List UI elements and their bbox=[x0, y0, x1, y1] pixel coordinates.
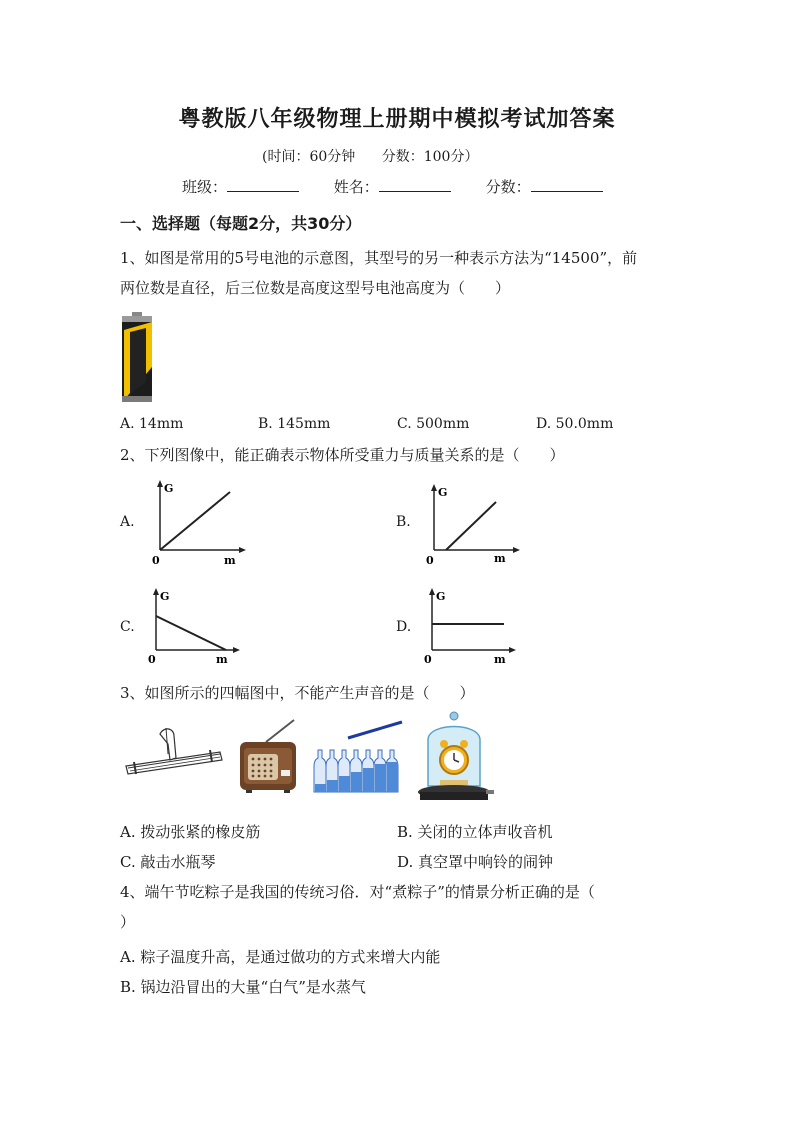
graph-d-m: m bbox=[494, 653, 506, 666]
q2-label-a[interactable]: A. bbox=[120, 514, 135, 530]
q4-option-a[interactable]: A. 粽子温度升高，是通过做功的方式来增大内能 bbox=[120, 948, 441, 966]
q4-line-2: ） bbox=[120, 913, 136, 931]
question-3-text: 3、如图所示的四幅图中，不能产生声音的是（ ） bbox=[120, 684, 475, 702]
q3-option-c[interactable]: C. 敲击水瓶琴 bbox=[120, 853, 216, 871]
student-info bbox=[182, 176, 633, 197]
water-bottles-image bbox=[312, 718, 404, 798]
q1-option-d[interactable]: D. 50.0mm bbox=[536, 416, 614, 432]
exam-subtitle bbox=[262, 146, 500, 166]
graph-b bbox=[424, 482, 524, 568]
graph-a-m: m bbox=[224, 554, 236, 567]
radio-image bbox=[236, 718, 300, 794]
graph-b-line bbox=[446, 502, 496, 550]
q3-option-a[interactable]: A. 拨动张紧的橡皮筋 bbox=[120, 823, 261, 841]
q1-line-1: 1、如图是常用的5号电池的示意图，其型号的另一种表示方法为“14500”，前 bbox=[120, 249, 638, 267]
graph-c-g: G bbox=[160, 590, 170, 603]
name-label: 姓名： bbox=[333, 178, 379, 196]
q1-option-b[interactable]: B. 145mm bbox=[258, 416, 331, 432]
graph-a-g: G bbox=[164, 482, 174, 495]
time-limit: (时间：60分钟 bbox=[262, 149, 356, 165]
vacuum-bell-jar-image bbox=[414, 710, 496, 806]
class-blank[interactable] bbox=[227, 177, 299, 192]
graph-b-origin: 0 bbox=[426, 554, 434, 567]
question-2-text: 2、下列图像中，能正确表示物体所受重力与质量关系的是（ ） bbox=[120, 446, 565, 464]
graph-d bbox=[422, 586, 522, 666]
graph-a bbox=[150, 478, 250, 568]
q3-option-b[interactable]: B. 关闭的立体声收音机 bbox=[397, 823, 553, 841]
question-1-text bbox=[120, 243, 680, 303]
q2-label-d[interactable]: D. bbox=[396, 619, 412, 635]
graph-b-m: m bbox=[494, 552, 506, 565]
graph-d-origin: 0 bbox=[424, 653, 432, 666]
q4-option-b[interactable]: B. 锅边沿冒出的大量“白气”是水蒸气 bbox=[120, 978, 366, 996]
q1-option-c[interactable]: C. 500mm bbox=[397, 416, 470, 432]
name-blank[interactable] bbox=[379, 177, 451, 192]
question-4-text bbox=[120, 877, 680, 937]
graph-c bbox=[146, 586, 246, 666]
graph-b-g: G bbox=[438, 486, 448, 499]
q2-label-c[interactable]: C. bbox=[120, 619, 135, 635]
page-title: 粤教版八年级物理上册期中模拟考试加答案 bbox=[178, 107, 616, 132]
score-blank[interactable] bbox=[531, 177, 603, 192]
graph-c-m: m bbox=[216, 653, 228, 666]
graph-c-origin: 0 bbox=[148, 653, 156, 666]
rubber-band-image bbox=[124, 724, 224, 784]
graph-a-line bbox=[160, 492, 230, 550]
score-label: 分数： bbox=[485, 178, 531, 196]
q1-line-2: 两位数是直径，后三位数是高度这型号电池高度为（ ） bbox=[120, 279, 511, 297]
q4-line-1: 4、端午节吃粽子是我国的传统习俗．对“煮粽子”的情景分析正确的是（ bbox=[120, 883, 595, 901]
q2-label-b[interactable]: B. bbox=[396, 514, 411, 530]
total-score: 分数：100分） bbox=[381, 149, 479, 165]
graph-c-line bbox=[156, 616, 226, 650]
q3-option-d[interactable]: D. 真空罩中响铃的闹钟 bbox=[397, 853, 554, 871]
q1-option-a[interactable]: A. 14mm bbox=[120, 416, 184, 432]
class-label: 班级： bbox=[182, 178, 228, 196]
graph-a-origin: 0 bbox=[152, 554, 160, 567]
section-heading: 一、选择题（每题2分，共30分） bbox=[120, 214, 362, 233]
battery-image bbox=[120, 312, 154, 402]
graph-d-g: G bbox=[436, 590, 446, 603]
